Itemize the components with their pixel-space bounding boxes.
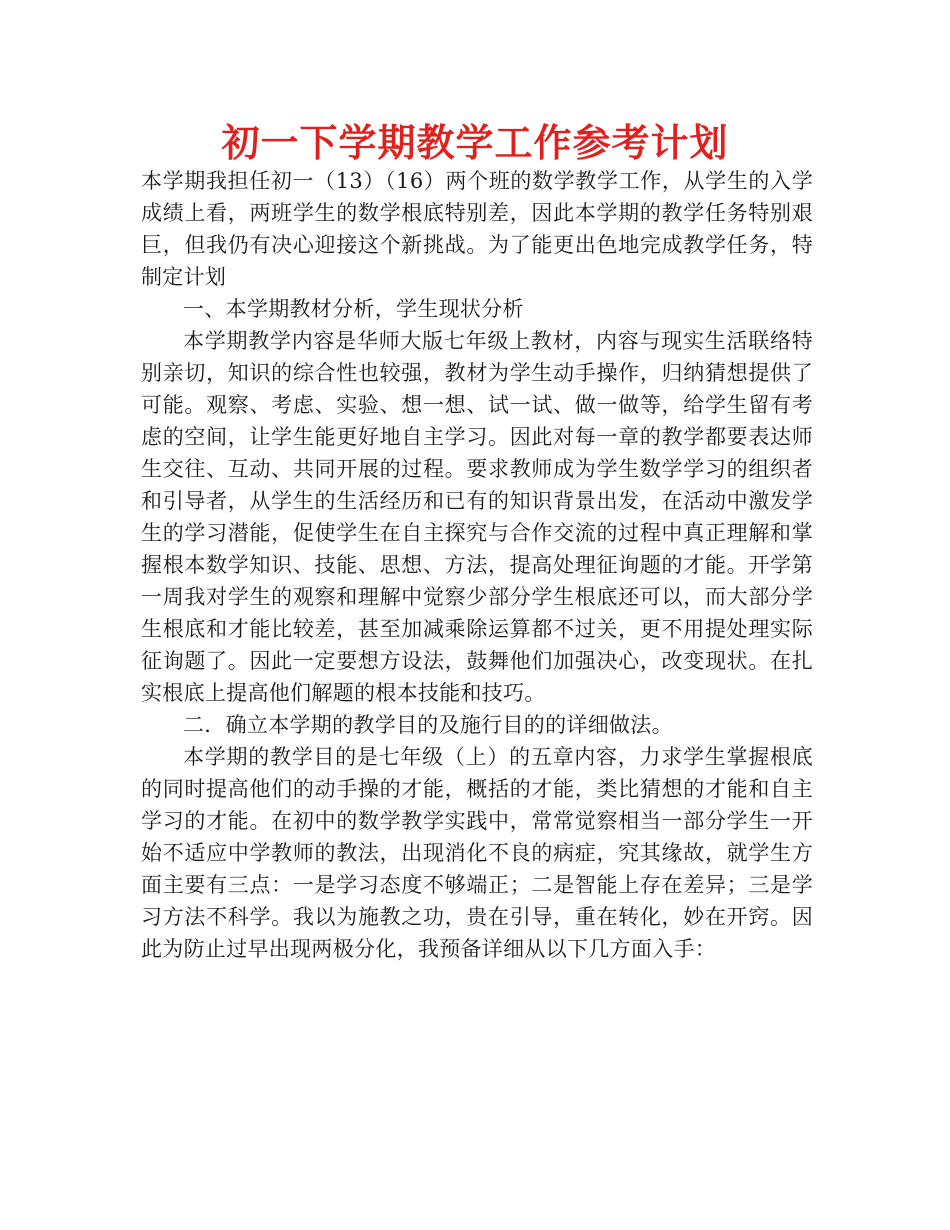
document-body	[141, 165, 813, 965]
document-title: 初一下学期教学工作参考计划	[221, 121, 729, 165]
paragraph-section-1: 本学期教学内容是华师大版七年级上教材，内容与现实生活联络特别亲切，知识的综合性也较强，教材为学生动手操作，归纳猜想提供了可能。观察、考虑、实验、想一想、试一试、做一做等，给学生留有考虑的空间，让学生能更好地自主学习。因此对每一章的教学都要表达师生交往、互动、共同开展的过程。要求教师成为学生数学学习的组织者和引导者，从学生的生活经历和已有的知识背景出发，在活动中激发学生的学习潜能，促使学生在自主探究与合作交流的过程中真正理解和掌握根本数学知识、技能、思想、方法，提高处理征询题的才能。开学第一周我对学生的观察和理解中觉察少部分学生根底还可以，而大部分学生根底和才能比较差，甚至加减乘除运算都不过关，更不用提处理实际征询题了。因此一定要想方设法，鼓舞他们加强决心，改变现状。在扎实根底上提高他们解题的根本技能和技巧。	[141, 329, 813, 705]
paragraph-intro: 本学期我担任初一（13）（16）两个班的数学教学工作，从学生的入学成绩上看，两班学生的数学根底特别差，因此本学期的教学任务特别艰巨，但我仍有决心迎接这个新挑战。为了能更出色地完成教学任务，特制定计划	[141, 169, 813, 289]
heading-section-2: 二．确立本学期的教学目的及施行目的的详细做法。	[183, 713, 673, 737]
paragraph-section-2: 本学期的教学目的是七年级（上）的五章内容，力求学生掌握根底的同时提高他们的动手操的才能，概括的才能，类比猜想的才能和自主学习的才能。在初中的数学教学实践中，常常觉察相当一部分学生一开始不适应中学教师的教法，出现消化不良的病症，究其缘故，就学生方面主要有三点：一是学习态度不够端正；二是智能上存在差异；三是学习方法不科学。我以为施教之功，贵在引导，重在转化，妙在开窍。因此为防止过早出现两极分化，我预备详细从以下几方面入手：	[141, 745, 813, 961]
heading-section-1: 一、本学期教材分析，学生现状分析	[183, 297, 524, 321]
